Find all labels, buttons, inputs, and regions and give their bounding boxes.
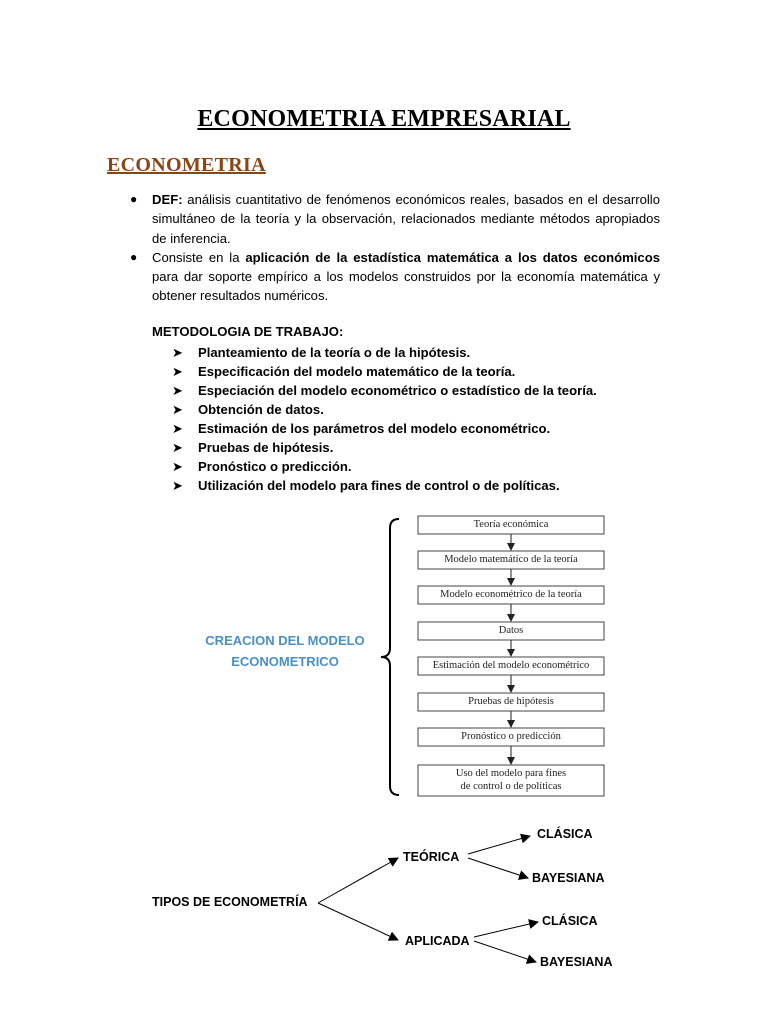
def-label: DEF: bbox=[152, 192, 183, 207]
step-item: ➤ Utilización del modelo para fines de control o de políticas. bbox=[172, 478, 560, 493]
aplicada-label: APLICADA bbox=[405, 934, 470, 948]
metodologia-title: METODOLOGIA DE TRABAJO: bbox=[152, 324, 344, 339]
arrow-bullet-icon: ➤ bbox=[172, 459, 183, 474]
teorica-bayesiana-label: BAYESIANA bbox=[532, 871, 605, 885]
aplicada-clasica-label: CLÁSICA bbox=[542, 914, 598, 928]
creacion-line-2: ECONOMETRICO bbox=[231, 654, 339, 669]
tree-arrow bbox=[468, 858, 528, 878]
creacion-line-1: CREACION DEL MODELO bbox=[205, 633, 365, 648]
step-item: ➤ Estimación de los parámetros del modelo econométrico. bbox=[172, 421, 551, 436]
bullet-icon: ● bbox=[130, 192, 138, 206]
document-title: ECONOMETRIA EMPRESARIAL bbox=[197, 106, 571, 132]
flow-box-label: Datos bbox=[498, 625, 524, 636]
consiste-bold: aplicación de la estadística matemática a los datos económicos bbox=[245, 249, 660, 265]
tipos-root-label: TIPOS DE ECONOMETRÍA bbox=[152, 895, 308, 909]
step-item: ➤ Pruebas de hipótesis. bbox=[172, 440, 334, 455]
step-item: ➤ Especiación del modelo econométrico o estadístico de la teoría. bbox=[172, 383, 597, 398]
aplicada-bayesiana-label: BAYESIANA bbox=[540, 955, 613, 969]
bullet-icon: ● bbox=[130, 249, 138, 264]
arrow-bullet-icon: ➤ bbox=[172, 364, 183, 379]
def-text: análisis cuantitativo de fenómenos económicos reales, basados en el desarrollo simultáneo de la teoría y la observación, relacionados mediante métodos apropiados de inferencia. bbox=[152, 192, 660, 246]
arrow-bullet-icon: ➤ bbox=[172, 345, 183, 360]
flow-box-label: Pruebas de hipótesis bbox=[468, 696, 554, 707]
arrow-bullet-icon: ➤ bbox=[172, 440, 183, 455]
tree-arrow bbox=[468, 836, 530, 854]
arrow-bullet-icon: ➤ bbox=[172, 421, 183, 436]
flow-box-label: de control o de políticas bbox=[460, 781, 562, 792]
flow-box-label: Modelo matemático de la teoría bbox=[444, 554, 578, 565]
flow-box-label: Estimación del modelo econométrico bbox=[432, 660, 590, 671]
tree-arrow bbox=[474, 922, 538, 937]
flow-box-label: Teoría económica bbox=[473, 519, 549, 530]
flow-box-label: Pronóstico o predicción bbox=[461, 731, 561, 742]
step-item: ➤ Obtención de datos. bbox=[172, 402, 324, 417]
arrow-bullet-icon: ➤ bbox=[172, 383, 183, 398]
tree-arrow bbox=[318, 858, 398, 903]
arrow-bullet-icon: ➤ bbox=[172, 478, 183, 493]
consiste-prefix: Consiste en la bbox=[152, 249, 246, 265]
flow-box-label: Modelo econométrico de la teoría bbox=[440, 589, 582, 600]
teorica-clasica-label: CLÁSICA bbox=[537, 827, 593, 841]
arrow-bullet-icon: ➤ bbox=[172, 402, 183, 417]
section-heading: ECONOMETRIA bbox=[107, 154, 266, 176]
consiste-suffix: para dar soporte empírico a los modelos construidos por la economía matemática y obtener resultados numéricos. bbox=[152, 269, 660, 304]
curly-brace bbox=[381, 519, 399, 795]
tree-arrow bbox=[474, 941, 536, 962]
teorica-label: TEÓRICA bbox=[403, 850, 460, 864]
step-item: ➤ Pronóstico o predicción. bbox=[172, 459, 352, 474]
step-item: ➤ Especificación del modelo matemático de la teoría. bbox=[172, 364, 516, 379]
flow-box-label: Uso del modelo para fines bbox=[455, 768, 567, 779]
step-item: ➤ Planteamiento de la teoría o de la hipótesis. bbox=[172, 345, 471, 360]
tree-arrow bbox=[318, 903, 398, 940]
